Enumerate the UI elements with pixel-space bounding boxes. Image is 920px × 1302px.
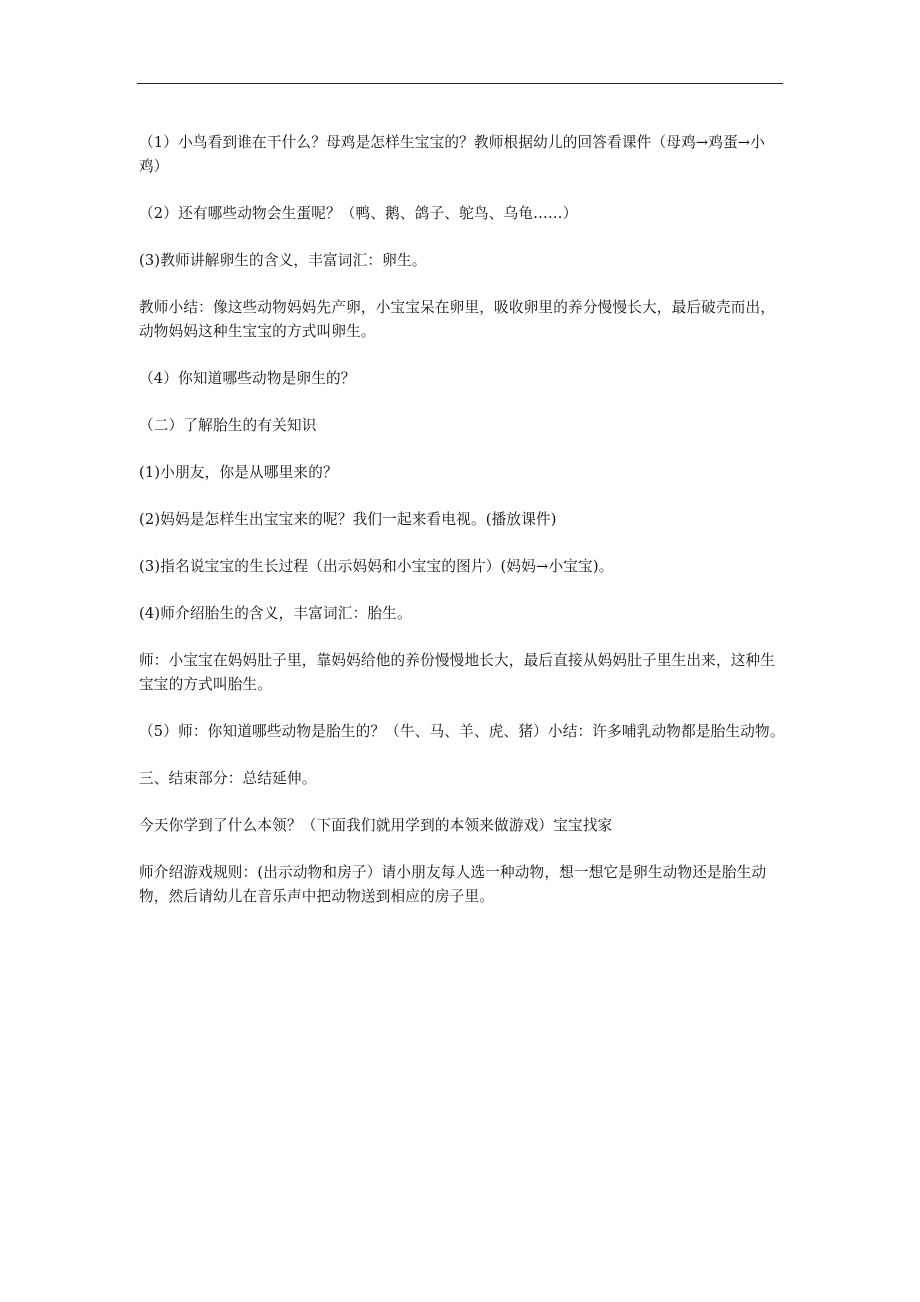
- header-rule: [137, 83, 783, 84]
- section-heading-conclusion: 三、结束部分：总结延伸。: [139, 770, 317, 787]
- paragraph-what-learned: 今天你学到了什么本领？（下面我们就用学到的本领来做游戏）宝宝找家: [139, 817, 613, 834]
- document-body: [139, 131, 785, 932]
- paragraph-where-from: (1)小朋友，你是从哪里来的？: [139, 464, 338, 481]
- paragraph-which-viviparous: （5）师：你知道哪些动物是胎生的？（牛、马、羊、虎、猪）小结：许多哺乳动物都是胎生动物。: [139, 723, 785, 740]
- paragraph-egg-hen-question: （1）小鸟看到谁在干什么？母鸡是怎样生宝宝的？教师根据幼儿的回答看课件（母鸡→鸡蛋→小鸡）: [139, 134, 766, 175]
- paragraph-growth-process: (3)指名说宝宝的生长过程（出示妈妈和小宝宝的图片）(妈妈→小宝宝)。: [139, 558, 614, 575]
- section-heading-viviparous: （二）了解胎生的有关知识: [139, 417, 317, 434]
- paragraph-watch-tv: (2)妈妈是怎样生出宝宝来的呢？我们一起来看电视。(播放课件): [139, 511, 557, 528]
- paragraph-game-rules: 师介绍游戏规则：(出示动物和房子）请小朋友每人选一种动物，想一想它是卵生动物还是胎生动物，然后请幼儿在音乐声中把动物送到相应的房子里。: [139, 864, 767, 905]
- paragraph-other-egg-animals: （2）还有哪些动物会生蛋呢？（鸭、鹅、鸽子、鸵鸟、乌龟……）: [139, 205, 578, 222]
- paragraph-oviparous-meaning: (3)教师讲解卵生的含义，丰富词汇：卵生。: [139, 252, 427, 269]
- paragraph-viviparous-meaning: (4)师介绍胎生的含义，丰富词汇：胎生。: [139, 605, 412, 622]
- paragraph-teacher-summary-oviparous: 教师小结：像这些动物妈妈先产卵，小宝宝呆在卵里，吸收卵里的养分慢慢长大，最后破壳而出，动物妈妈这种生宝宝的方式叫卵生。: [139, 299, 776, 340]
- paragraph-which-oviparous: （4）你知道哪些动物是卵生的？: [139, 370, 356, 387]
- paragraph-teacher-viviparous-explanation: 师：小宝宝在妈妈肚子里，靠妈妈给他的养份慢慢地长大，最后直接从妈妈肚子里生出来，这种生宝宝的方式叫胎生。: [139, 652, 776, 693]
